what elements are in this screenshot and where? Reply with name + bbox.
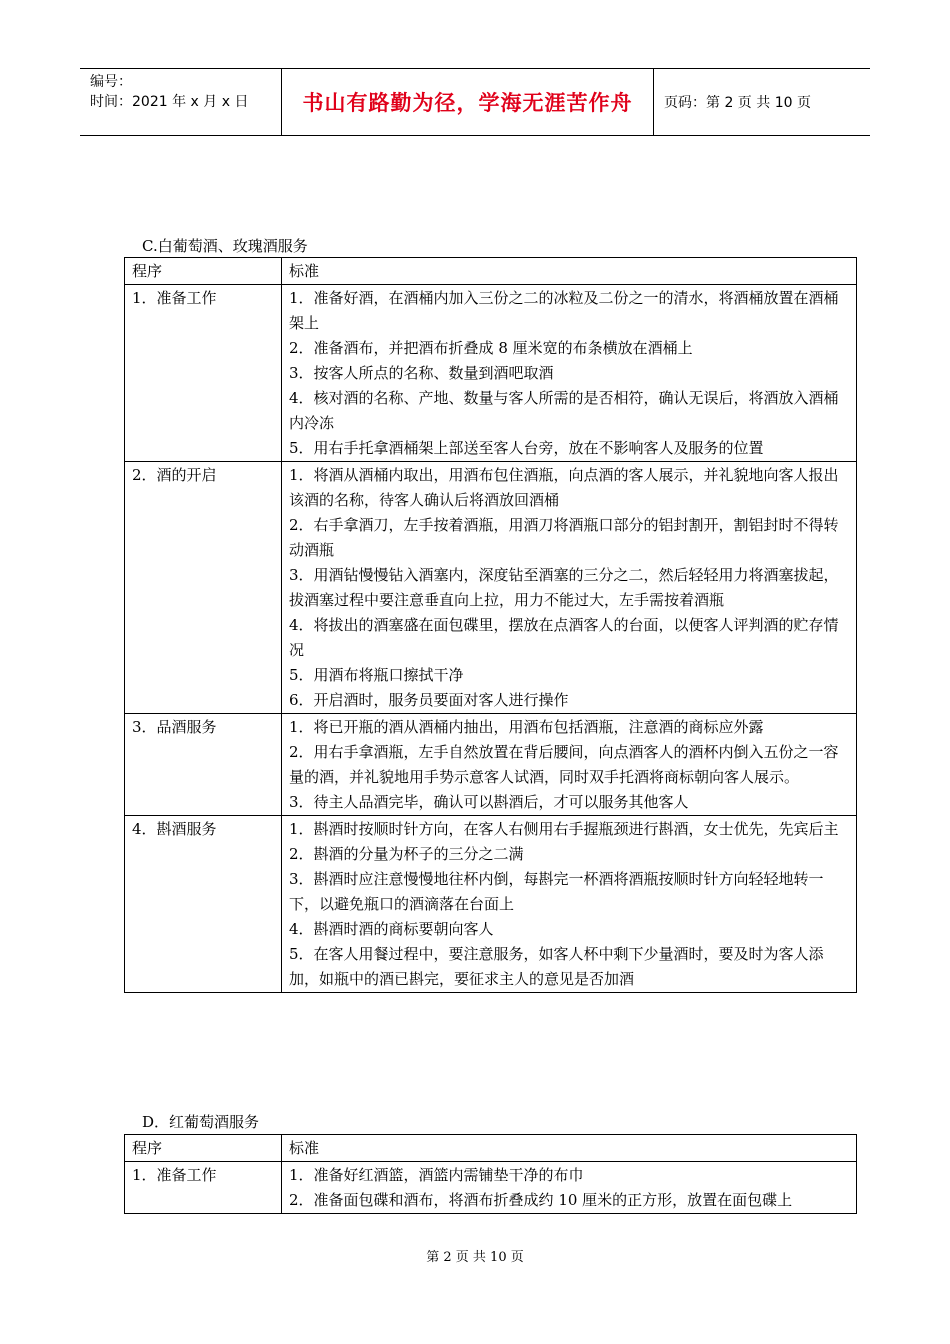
standard-cell (282, 714, 857, 816)
header-meta (80, 69, 282, 135)
standard-step: 1．准备好红酒篮，酒篮内需铺垫干净的布巾 (289, 1166, 584, 1184)
column-header-procedure: 程序 (125, 1135, 282, 1162)
standard-step: 1．准备好酒，在酒桶内加入三份之二的冰粒及二份之一的清水，将酒桶放置在酒桶架上 (289, 289, 839, 332)
standard-step: 2．准备面包碟和酒布，将酒布折叠成约 10 厘米的正方形，放置在面包碟上 (289, 1191, 793, 1209)
table-row (125, 1162, 857, 1214)
standard-step: 1．斟酒时按顺时针方向，在客人右侧用右手握瓶颈进行斟酒，女士优先，先宾后主 (289, 820, 839, 838)
table-header-row (125, 258, 857, 285)
standard-step: 5．在客人用餐过程中，要注意服务，如客人杯中剩下少量酒时，要及时为客人添加，如瓶中的酒已斟完，要征求主人的意见是否加酒 (289, 945, 824, 988)
standard-step: 4．核对酒的名称、产地、数量与客人所需的是否相符，确认无误后，将酒放入酒桶内冷冻 (289, 389, 839, 432)
section-c-table (124, 257, 857, 993)
section-d-table (124, 1134, 857, 1214)
table-row (125, 462, 857, 714)
standard-cell (282, 285, 857, 462)
column-header-standard: 标准 (282, 258, 857, 285)
table-row (125, 285, 857, 462)
page-header (80, 68, 870, 136)
section-d-table-body (125, 1135, 857, 1214)
section-c-title: C.白葡萄酒、玫瑰酒服务 (142, 237, 308, 255)
section-d-title: D．红葡萄酒服务 (142, 1113, 260, 1131)
table-row (125, 714, 857, 816)
standard-cell (282, 1162, 857, 1214)
standard-step: 2．右手拿酒刀，左手按着酒瓶，用酒刀将酒瓶口部分的铝封割开，割铝封时不得转动酒瓶 (289, 516, 839, 559)
header-page-info: 页码：第 2 页 共 10 页 (664, 95, 811, 111)
standard-step: 5．用右手托拿酒桶架上部送至客人台旁，放在不影响客人及服务的位置 (289, 439, 764, 457)
column-header-procedure: 程序 (125, 258, 282, 285)
standard-step: 3．按客人所点的名称、数量到酒吧取酒 (289, 364, 554, 382)
procedure-cell: 2．酒的开启 (125, 462, 282, 714)
standard-cell (282, 462, 857, 714)
header-motto: 书山有路勤为径，学海无涯苦作舟 (282, 69, 654, 135)
standard-step: 1．将已开瓶的酒从酒桶内抽出，用酒布包括酒瓶，注意酒的商标应外露 (289, 718, 764, 736)
table-header-row (125, 1135, 857, 1162)
procedure-cell: 1．准备工作 (125, 285, 282, 462)
procedure-cell: 3．品酒服务 (125, 714, 282, 816)
standard-step: 4．斟酒时酒的商标要朝向客人 (289, 920, 494, 938)
standard-step: 2．用右手拿酒瓶，左手自然放置在背后腰间，向点酒客人的酒杯内倒入五份之一容量的酒，并礼貌地用手势示意客人试酒，同时双手托酒将商标朝向客人展示。 (289, 743, 839, 786)
standard-step: 3．斟酒时应注意慢慢地往杯内倒，每斟完一杯酒将酒瓶按顺时针方向轻轻地转一下，以避免瓶口的酒滴落在台面上 (289, 870, 824, 913)
table-row (125, 816, 857, 993)
standard-step: 2．斟酒的分量为杯子的三分之二满 (289, 845, 524, 863)
page-footer: 第 2 页 共 10 页 (426, 1250, 524, 1265)
standard-step: 6．开启酒时，服务员要面对客人进行操作 (289, 691, 569, 709)
standard-step: 4．将拔出的酒塞盛在面包碟里，摆放在点酒客人的台面，以便客人评判酒的贮存情况 (289, 616, 839, 659)
section-c-table-body (125, 258, 857, 993)
standard-step: 1．将酒从酒桶内取出，用酒布包住酒瓶，向点酒的客人展示，并礼貌地向客人报出该酒的名称，待客人确认后将酒放回酒桶 (289, 466, 839, 509)
standard-step: 3．用酒钻慢慢钻入酒塞内，深度钻至酒塞的三分之二，然后轻轻用力将酒塞拔起，拔酒塞过程中要注意垂直向上拉，用力不能过大，左手需按着酒瓶 (289, 566, 839, 609)
standard-step: 2．准备酒布，并把酒布折叠成 8 厘米宽的布条横放在酒桶上 (289, 339, 693, 357)
procedure-cell: 1．准备工作 (125, 1162, 282, 1214)
procedure-cell: 4．斟酒服务 (125, 816, 282, 993)
document-number-label: 编号： (90, 74, 132, 90)
standard-step: 3．待主人品酒完毕，确认可以斟酒后，才可以服务其他客人 (289, 793, 689, 811)
standard-cell (282, 816, 857, 993)
column-header-standard: 标准 (282, 1135, 857, 1162)
standard-step: 5．用酒布将瓶口擦拭干净 (289, 666, 464, 684)
document-time-label: 时间：2021 年 x 月 x 日 (90, 94, 249, 110)
